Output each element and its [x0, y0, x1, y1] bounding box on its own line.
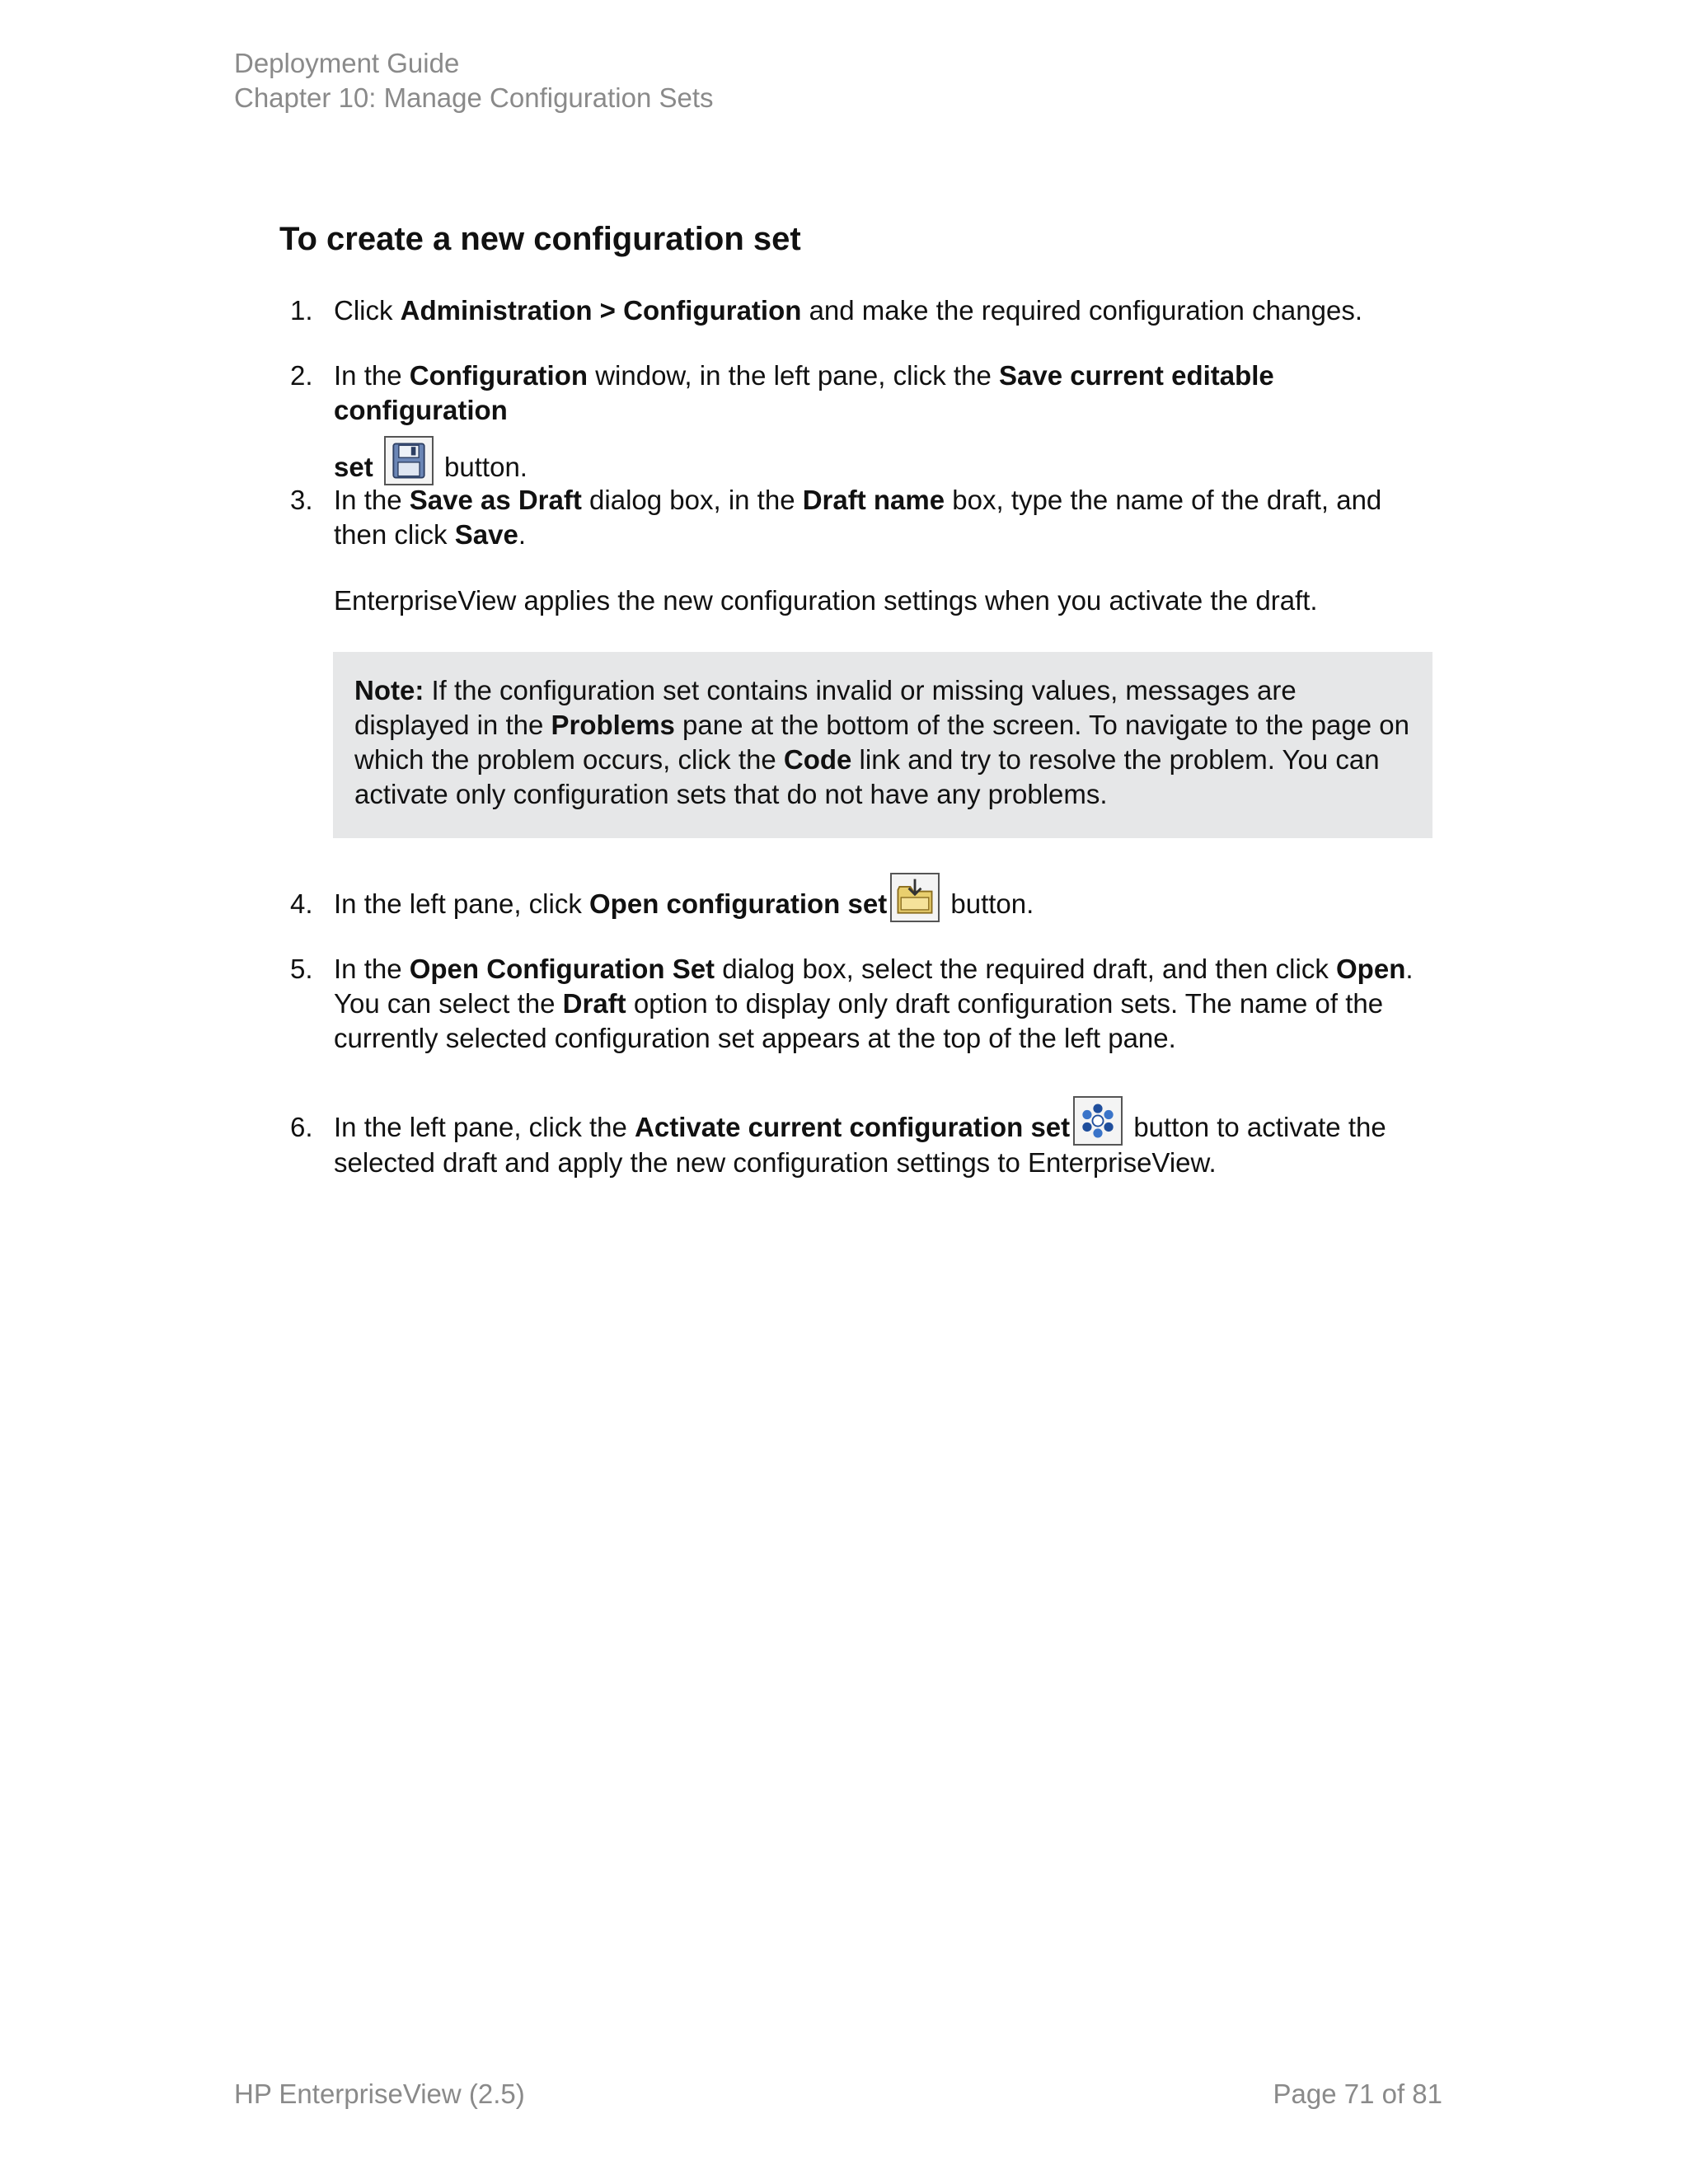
activate-gear-icon[interactable] [1073, 1096, 1123, 1146]
step-text: Click Administration > Configuration and make the required configuration changes. [334, 295, 1363, 326]
step-number: 6. [290, 1112, 313, 1142]
step-text: In the Open Configuration Set dialog box, select the required draft, and then click Open. You can select the Draft option to display only draft configuration sets. The name of the currently selected configuration set appears at the top of the left pane. [334, 954, 1414, 1053]
page-header [234, 46, 714, 115]
step-text: In the Configuration window, in the left pane, click the Save current editable configuration set button. [334, 359, 1430, 485]
step-number: 2. [290, 360, 313, 391]
step-number: 3. [290, 485, 313, 515]
header-guide-title: Deployment Guide [234, 48, 460, 78]
header-chapter-title: Chapter 10: Manage Configuration Sets [234, 82, 714, 113]
floppy-disk-icon[interactable] [384, 436, 434, 485]
footer-page-number: Page 71 of 81 [1273, 2079, 1442, 2109]
step-3-followup: EnterpriseView applies the new configuration settings when you activate the draft. [334, 585, 1318, 616]
section-title: To create a new configuration set [279, 221, 801, 257]
step-text: In the left pane, click the Activate current configuration set button to activate the selected draft and apply the new configuration settings to EnterpriseView. [334, 1110, 1430, 1180]
step-number: 5. [290, 954, 313, 984]
note-label: Note: [354, 675, 424, 705]
step-number: 1. [290, 295, 313, 326]
footer-product-version: HP EnterpriseView (2.5) [234, 2079, 525, 2109]
step-text: In the left pane, click Open configuration set button. [334, 887, 1430, 922]
open-folder-icon[interactable] [890, 873, 940, 922]
step-number: 4. [290, 888, 313, 919]
note-box: Note: If the configuration set contains invalid or missing values, messages are displayed in the Problems pane at the bottom of the screen. To navigate to the page on which the problem occurs, click the Code link and try to resolve the problem. You can activate only configuration sets that do not have any problems. [333, 652, 1432, 838]
step-text: In the Save as Draft dialog box, in the Draft name box, type the name of the draft, and then click Save. [334, 485, 1382, 550]
